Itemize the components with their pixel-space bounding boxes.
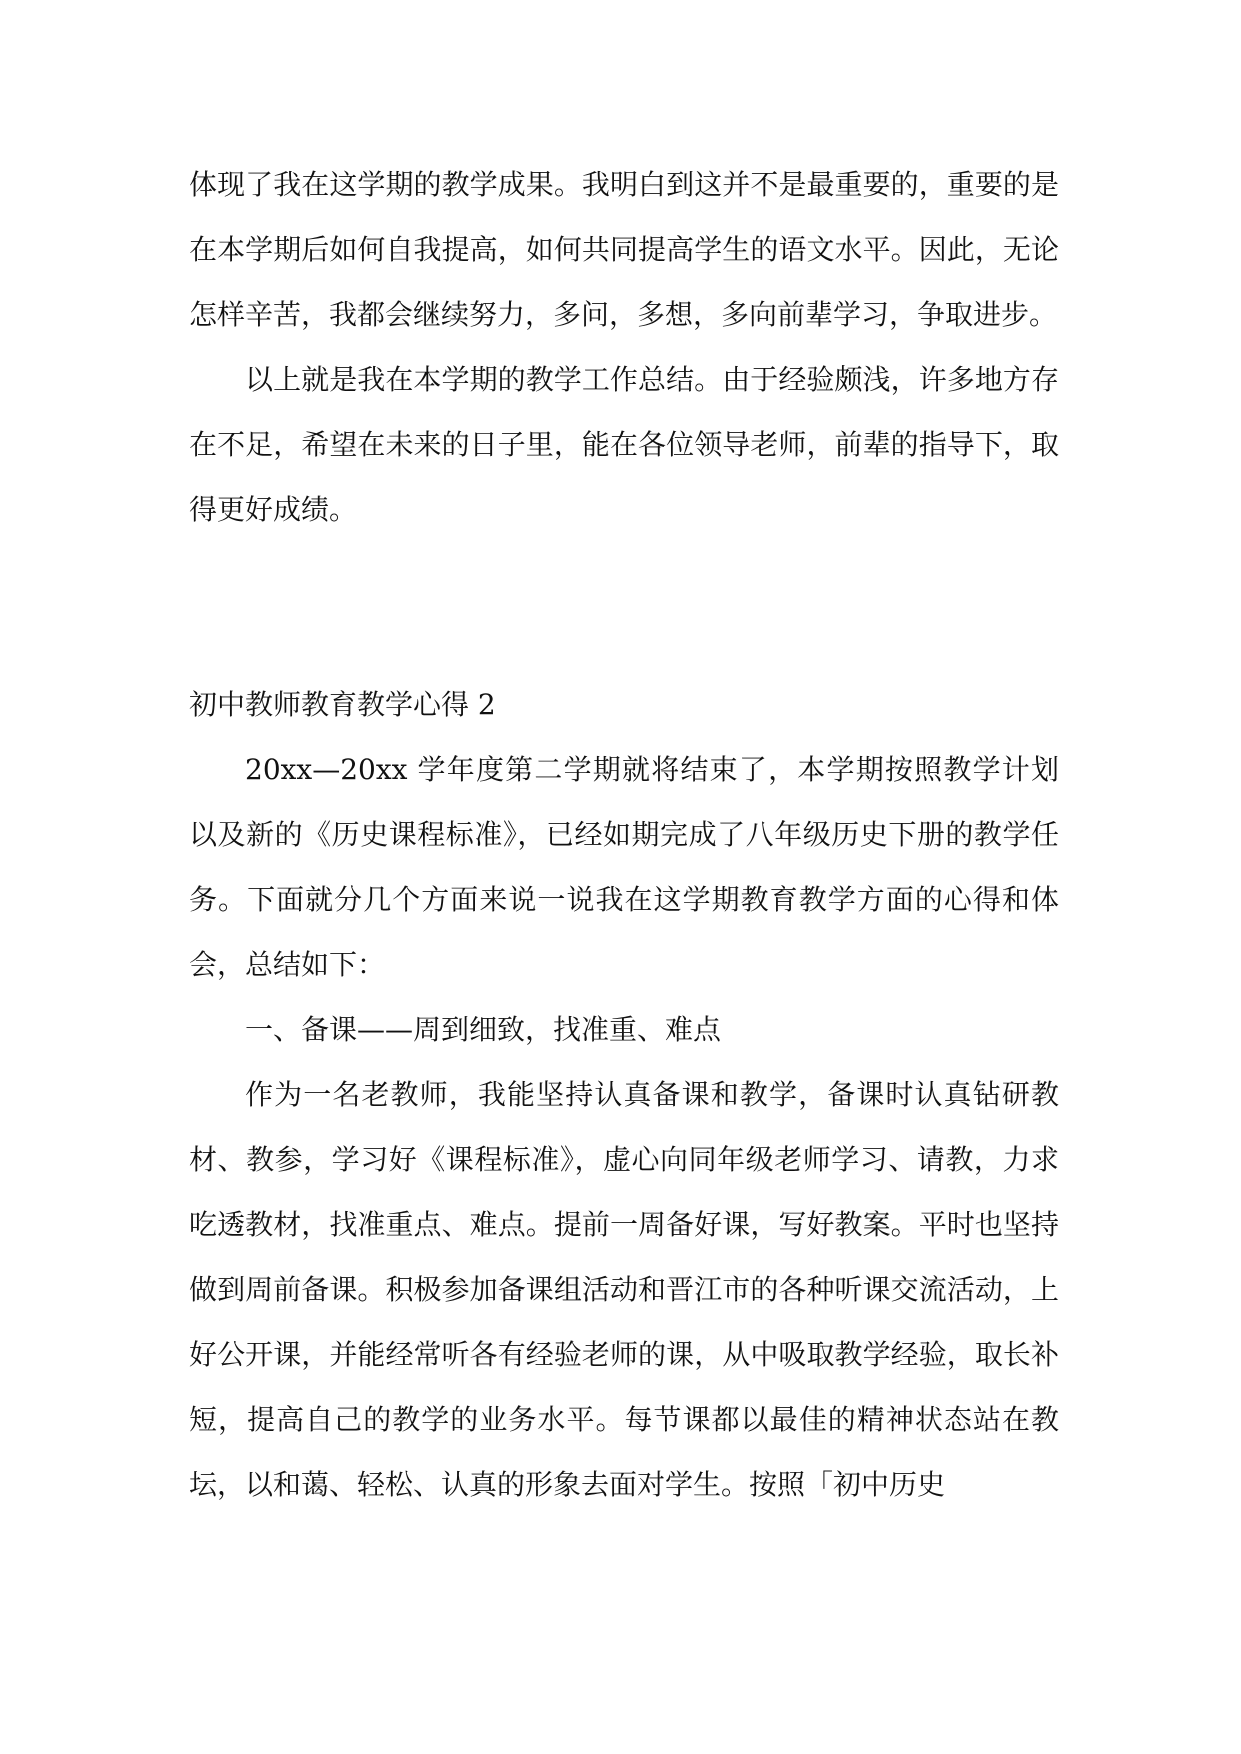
paragraph-lesson-prep: 作为一名老教师，我能坚持认真备课和教学，备课时认真钻研教材、教参，学习好《课程标准》，虚心向同年级老师学习、请教，力求吃透教材，找准重点、难点。提前一周备好课，写好教案。平时也坚持做到周前备课。积极参加备课组活动和晋江市的各种听课交流活动，上好公开课，并能经常听各有经验老师的课，从中吸取教学经验，取长补短，提高自己的教学的业务水平。每节课都以最佳的精神状态站在教坛，以和蔼、轻松、认真的形象去面对学生。按照「初中历史 — [189, 1078, 1059, 1501]
section-title: 初中教师教育教学心得 2 — [189, 688, 496, 721]
document-body — [189, 152, 1059, 1517]
section-spacer — [189, 542, 1059, 672]
paragraph-continuation: 体现了我在这学期的教学成果。我明白到这并不是最重要的，重要的是在本学期后如何自我提高，如何共同提高学生的语文水平。因此，无论怎样辛苦，我都会继续努力，多问，多想，多向前辈学习，争取进步。 — [189, 168, 1059, 331]
paragraph-conclusion: 以上就是我在本学期的教学工作总结。由于经验颇浅，许多地方存在不足，希望在未来的日子里，能在各位领导老师，前辈的指导下，取得更好成绩。 — [189, 363, 1059, 526]
paragraph-intro: 20xx—20xx 学年度第二学期就将结束了，本学期按照教学计划以及新的《历史课程标准》，已经如期完成了八年级历史下册的教学任务。下面就分几个方面来说一说我在这学期教育教学方面的心得和体会，总结如下： — [189, 753, 1059, 981]
subheading-lesson-prep: 一、备课——周到细致，找准重、难点 — [245, 1013, 722, 1046]
